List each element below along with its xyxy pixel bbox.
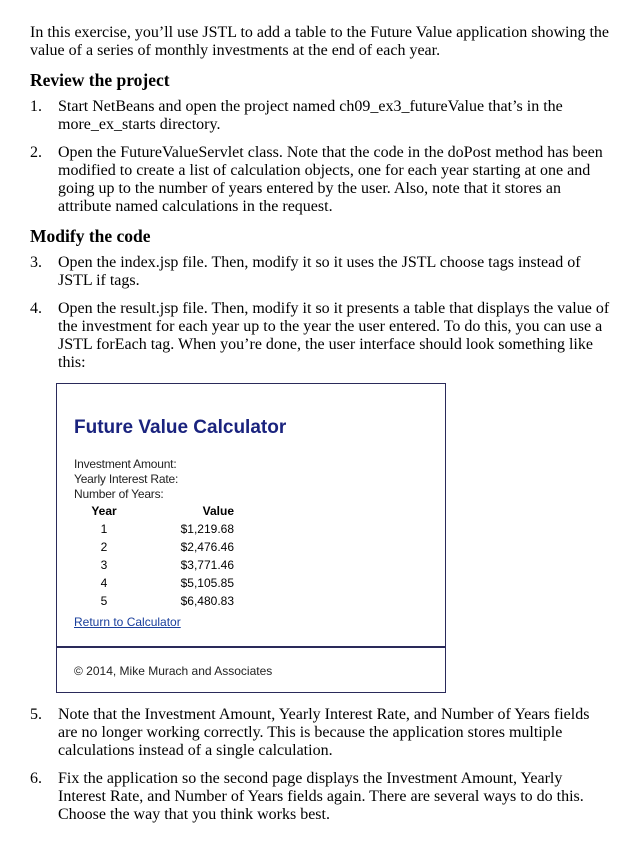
value-cell: $1,219.68 — [180, 522, 234, 536]
table-row — [74, 574, 234, 592]
step-4 — [30, 300, 610, 372]
value-cell: $2,476.46 — [180, 540, 234, 554]
review-steps — [30, 98, 610, 216]
year-column-header: Year — [91, 504, 117, 518]
exercise-page — [30, 24, 610, 382]
step-text: Start NetBeans and open the project named ch09_ex3_futureValue that’s in the more_ex_starts directory. — [58, 98, 563, 133]
footer-divider — [57, 646, 445, 648]
step-text: Note that the Investment Amount, Yearly Interest Rate, and Number of Years fields are no longer working correctly. This is because the application stores multiple calculations instead of a single calculation. — [58, 706, 590, 759]
value-cell: $6,480.83 — [180, 594, 234, 608]
value-cell: $5,105.85 — [180, 576, 234, 590]
table-row — [74, 520, 234, 538]
step-text: Fix the application so the second page displays the Investment Amount, Yearly Interest Rate, and Number of Years fields again. There are several ways to do this. Choose the way that you think works best. — [58, 770, 584, 823]
year-cell: 3 — [100, 558, 108, 572]
yearly-interest-rate-label: Yearly Interest Rate: — [74, 472, 179, 486]
year-cell: 1 — [100, 522, 108, 536]
table-row — [74, 556, 234, 574]
copyright-footer: © 2014, Mike Murach and Associates — [74, 664, 273, 678]
year-cell: 2 — [100, 540, 108, 554]
step-text: Open the index.jsp file. Then, modify it so it uses the JSTL choose tags instead of JSTL if tags. — [58, 254, 581, 289]
step-text: Open the FutureValueServlet class. Note that the code in the doPost method has been modified to create a list of calculation objects, one for each year starting at one and going up to the number of years entered by the user. Also, note that it stores an attribute named calculations in the request. — [58, 144, 603, 215]
step-number: 6. — [30, 770, 42, 787]
year-cell: 5 — [100, 594, 108, 608]
modify-steps — [30, 254, 610, 372]
later-steps — [30, 706, 610, 824]
step-number: 3. — [30, 254, 42, 271]
step-3 — [30, 254, 610, 290]
step-number: 4. — [30, 300, 42, 317]
app-title: Future Value Calculator — [74, 417, 287, 438]
year-cell: 4 — [100, 576, 108, 590]
intro-paragraph: In this exercise, you’ll use JSTL to add a table to the Future Value application showing the value of a series of monthly investments at the end of each year. — [30, 24, 609, 59]
step-2 — [30, 144, 610, 216]
return-to-calculator-link[interactable]: Return to Calculator — [74, 615, 181, 629]
investment-amount-label: Investment Amount: — [74, 457, 177, 471]
step-number: 2. — [30, 144, 42, 161]
section-heading-modify: Modify the code — [30, 226, 151, 246]
step-6 — [30, 770, 610, 824]
step-number: 5. — [30, 706, 42, 723]
app-screenshot — [56, 383, 446, 693]
table-header-row — [74, 502, 234, 520]
number-of-years-label: Number of Years: — [74, 487, 164, 501]
step-text: Open the result.jsp file. Then, modify it so it presents a table that displays the value of the investment for each year up to the year the user entered. To do this, you can use a JSTL forEach tag. When you’re done, the user interface should look something like this: — [58, 300, 610, 371]
value-cell: $3,771.46 — [180, 558, 234, 572]
later-steps-block — [30, 706, 610, 834]
step-number: 1. — [30, 98, 42, 115]
step-1 — [30, 98, 610, 134]
section-heading-review: Review the project — [30, 70, 170, 90]
table-row — [74, 538, 234, 556]
step-5 — [30, 706, 610, 760]
calculations-table — [74, 502, 234, 610]
value-column-header: Value — [202, 504, 234, 518]
table-row — [74, 592, 234, 610]
